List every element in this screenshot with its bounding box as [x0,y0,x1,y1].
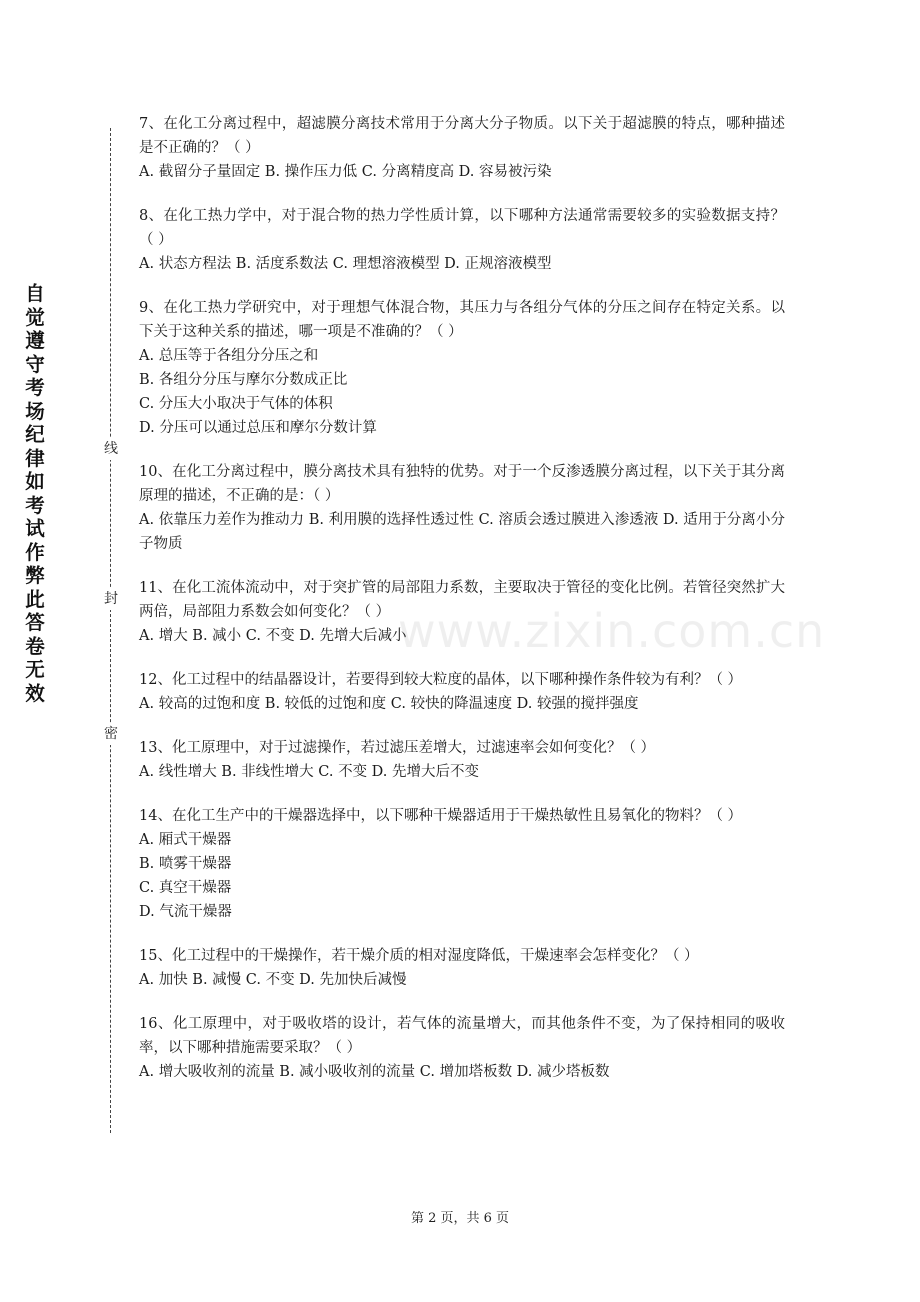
question-11 [139,576,785,648]
question-14 [139,804,785,924]
question-stem: 16、化工原理中，对于吸收塔的设计，若气体的流量增大，而其他条件不变，为了保持相同的吸收率，以下哪种措施需要采取？（ ） [139,1016,785,1056]
question-options: A. 较高的过饱和度 B. 较低的过饱和度 C. 较快的降温速度 D. 较强的搅拌强度 [139,696,639,712]
question-stem: 15、化工过程中的干燥操作，若干燥介质的相对湿度降低，干燥速率会怎样变化？（ ） [139,948,699,964]
question-options: A. 线性增大 B. 非线性增大 C. 不变 D. 先增大后不变 [139,764,480,780]
question-7 [139,112,785,184]
exam-discipline-notice: 自觉遵守考场纪律如考试作弊此答卷无效 [25,282,45,705]
question-9 [139,296,785,440]
question-options: A. 截留分子量固定 B. 操作压力低 C. 分离精度高 D. 容易被污染 [139,164,552,180]
question-stem: 9、在化工热力学研究中，对于理想气体混合物，其压力与各组分气体的分压之间存在特定关系。以下关于这种关系的描述，哪一项是不准确的？（ ） [139,300,785,340]
question-stem: 14、在化工生产中的干燥器选择中，以下哪种干燥器适用于干燥热敏性且易氧化的物料？（ ） [139,808,743,824]
question-options: A. 增大吸收剂的流量 B. 减小吸收剂的流量 C. 增加塔板数 D. 减少塔板数 [139,1064,610,1080]
option-a: A. 厢式干燥器 [139,832,232,848]
question-16 [139,1012,785,1084]
seal-char-xian: 线 [102,438,120,460]
question-stem: 13、化工原理中，对于过滤操作，若过滤压差增大，过滤速率会如何变化？（ ） [139,740,656,756]
seal-char-mi: 密 [102,723,120,745]
option-a: A. 总压等于各组分分压之和 [139,348,319,364]
binding-seal-line [110,128,111,1133]
page-number: 第 2 页，共 6 页 [410,1211,510,1226]
question-options: A. 状态方程法 B. 活度系数法 C. 理想溶液模型 D. 正规溶液模型 [139,256,552,272]
seal-char-feng: 封 [102,588,120,610]
option-b: B. 喷雾干燥器 [139,856,232,872]
option-d: D. 分压可以通过总压和摩尔分数计算 [139,420,377,436]
option-c: C. 分压大小取决于气体的体积 [139,396,333,412]
option-b: B. 各组分分压与摩尔分数成正比 [139,372,348,388]
question-12 [139,668,785,716]
question-stem: 7、在化工分离过程中，超滤膜分离技术常用于分离大分子物质。以下关于超滤膜的特点，哪种描述是不正确的？（ ） [139,116,785,156]
option-d: D. 气流干燥器 [139,904,232,920]
question-stem: 8、在化工热力学中，对于混合物的热力学性质计算，以下哪种方法通常需要较多的实验数据支持？（ ） [139,208,785,248]
question-options: A. 增大 B. 减小 C. 不变 D. 先增大后减小 [139,628,407,644]
question-options: A. 加快 B. 减慢 C. 不变 D. 先加快后减慢 [139,972,407,988]
question-15 [139,944,785,992]
option-c: C. 真空干燥器 [139,880,232,896]
question-stem: 10、在化工分离过程中，膜分离技术具有独特的优势。对于一个反渗透膜分离过程，以下关于其分离原理的描述，不正确的是：（ ） [139,464,785,504]
question-8 [139,204,785,276]
site-watermark: www.zixin.com.cn [398,604,826,658]
question-list [139,112,785,1104]
question-stem: 11、在化工流体流动中，对于突扩管的局部阻力系数，主要取决于管径的变化比例。若管径突然扩大两倍，局部阻力系数会如何变化？（ ） [139,580,785,620]
question-10 [139,460,785,556]
question-stem: 12、化工过程中的结晶器设计，若要得到较大粒度的晶体，以下哪种操作条件较为有利？（ ） [139,672,743,688]
question-13 [139,736,785,784]
question-options: A. 依靠压力差作为推动力 B. 利用膜的选择性透过性 C. 溶质会透过膜进入渗透液 D. 适用于分离小分子物质 [139,512,785,552]
